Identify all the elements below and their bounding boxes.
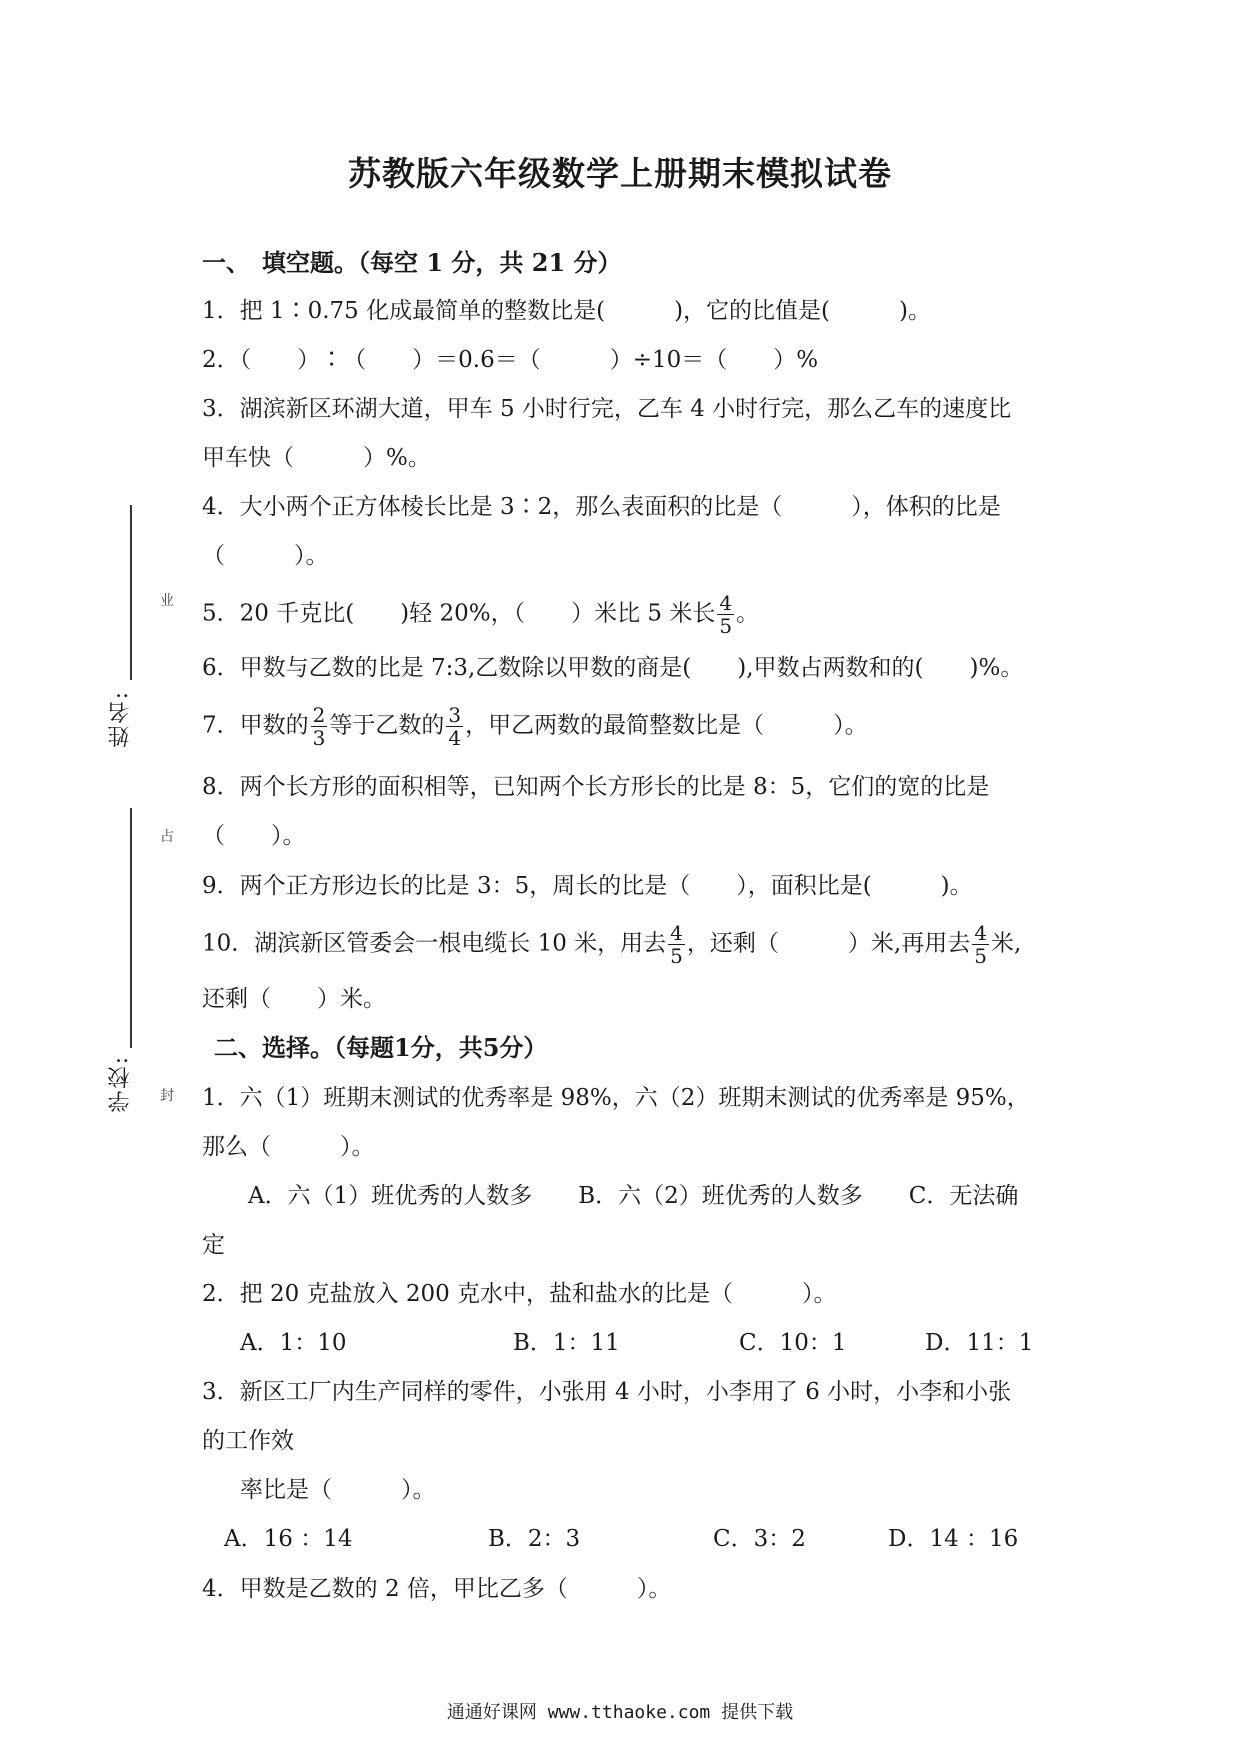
fraction-denominator: 5 — [670, 944, 683, 968]
s1-q8-line1: 8．两个长方形的面积相等，已知两个长方形长的比是 8：5，它们的宽的比是 — [202, 774, 990, 800]
s2-q4: 4．甲数是乙数的 2 倍，甲比乙多（ ）。 — [202, 1576, 672, 1602]
fraction-four-fifths — [668, 922, 685, 967]
s1-q5-text: 5．20 千克比( )轻 20%，（ ）米比 5 米长 — [202, 600, 716, 627]
s2-q3-option-d: D．14 ：16 — [888, 1526, 1019, 1552]
s2-q2-option-b: B．1：11 — [513, 1330, 620, 1356]
margin-line-middle — [130, 808, 132, 1048]
fraction-two-thirds — [311, 704, 328, 749]
school-label: 学校: — [108, 1055, 133, 1113]
s1-q5 — [202, 592, 759, 637]
s1-q7-text-a: 7．甲数的 — [202, 712, 309, 739]
s2-q2-option-a: A．1：10 — [240, 1330, 347, 1356]
s1-q1: 1．把 1∶0.75 化成最简单的整数比是( )，它的比值是( )。 — [202, 298, 931, 324]
s2-q2-option-c: C．10：1 — [739, 1330, 847, 1356]
fraction-four-fifths — [972, 922, 989, 967]
s1-q9: 9．两个正方形边长的比是 3：5，周长的比是（ ），面积比是( )。 — [202, 873, 973, 899]
s1-q10 — [202, 922, 1021, 967]
s2-q3-option-a: A．16 ：14 — [224, 1526, 353, 1552]
fraction-denominator: 3 — [312, 726, 326, 750]
fraction-denominator: 4 — [448, 726, 462, 750]
fraction-numerator: 4 — [719, 591, 733, 615]
margin-mark-1: 业 — [160, 593, 174, 609]
s1-q8-line2: （ ）。 — [202, 823, 306, 849]
fraction-numerator: 4 — [974, 921, 987, 945]
s2-q3-line3: 率比是（ ）。 — [240, 1477, 436, 1503]
section2-heading: 二、选择。（每题1分，共5分） — [214, 1033, 548, 1062]
s2-q3-line1: 3．新区工厂内生产同样的零件，小张用 4 小时，小李用了 6 小时，小李和小张 — [202, 1379, 1012, 1405]
s1-q5-end: 。 — [736, 600, 760, 627]
page-title: 苏教版六年级数学上册期末模拟试卷 — [348, 154, 892, 193]
s2-q3-line2: 的工作效 — [202, 1428, 294, 1454]
s2-q1-options: A．六（1）班优秀的人数多 B．六（2）班优秀的人数多 C．无法确 — [248, 1183, 1019, 1209]
s1-q10-text-b: ，还剩（ ）米,再用去 — [686, 930, 971, 957]
s1-q3-line2: 甲车快（ ）%。 — [202, 445, 431, 471]
s2-q1-line2: 那么（ ）。 — [202, 1134, 375, 1160]
fraction-denominator: 5 — [719, 614, 733, 638]
s2-q3-option-b: B．2：3 — [488, 1526, 581, 1552]
section1-heading: 一、 填空题。（每空 1 分，共 21 分） — [202, 248, 622, 277]
s2-q1-line1: 1．六（1）班期末测试的优秀率是 98%，六（2）班期末测试的优秀率是 95%， — [202, 1085, 1030, 1111]
s1-q3-line1: 3．湖滨新区环湖大道，甲车 5 小时行完，乙车 4 小时行完，那么乙车的速度比 — [202, 396, 1012, 422]
margin-line-top — [130, 505, 132, 680]
s1-q10-text-a: 10．湖滨新区管委会一根电缆长 10 米，用去 — [202, 930, 667, 957]
fraction-numerator: 3 — [448, 703, 462, 727]
fraction-numerator: 2 — [312, 703, 326, 727]
name-label: 姓名: — [108, 690, 133, 748]
s1-q7-text-c: ，甲乙两数的最简整数比是（ ）。 — [465, 712, 868, 739]
s2-q3-option-c: C．3：2 — [713, 1526, 806, 1552]
s1-q6: 6．甲数与乙数的比是 7:3,乙数除以甲数的商是( ),甲数占两数和的( )%。 — [202, 655, 1024, 681]
s2-q1-options-wrap: 定 — [202, 1232, 225, 1258]
s1-q10-text-c: 米, — [990, 930, 1022, 957]
footer-credit: 通通好课网 www.tthaoke.com 提供下载 — [446, 1702, 794, 1723]
s1-q2: 2．（ ）∶（ ）＝0.6＝（ ）÷10＝（ ）% — [202, 347, 819, 373]
fraction-numerator: 4 — [670, 921, 683, 945]
margin-mark-3: 封 — [160, 1088, 174, 1104]
margin-mark-2: 占 — [160, 829, 174, 845]
s2-q2-option-d: D．11：1 — [925, 1330, 1034, 1356]
fraction-four-fifths — [717, 592, 734, 637]
s1-q10-line2: 还剩（ ）米。 — [202, 986, 386, 1012]
fraction-denominator: 5 — [974, 944, 987, 968]
s1-q4-line1: 4．大小两个正方体棱长比是 3∶2，那么表面积的比是（ ），体积的比是 — [202, 494, 1001, 520]
s1-q4-line2: （ ）。 — [202, 543, 329, 569]
fraction-three-fourths — [446, 704, 463, 749]
s2-q2: 2．把 20 克盐放入 200 克水中，盐和盐水的比是（ ）。 — [202, 1281, 837, 1307]
s1-q7-text-b: 等于乙数的 — [329, 712, 445, 739]
s1-q7 — [202, 704, 868, 749]
